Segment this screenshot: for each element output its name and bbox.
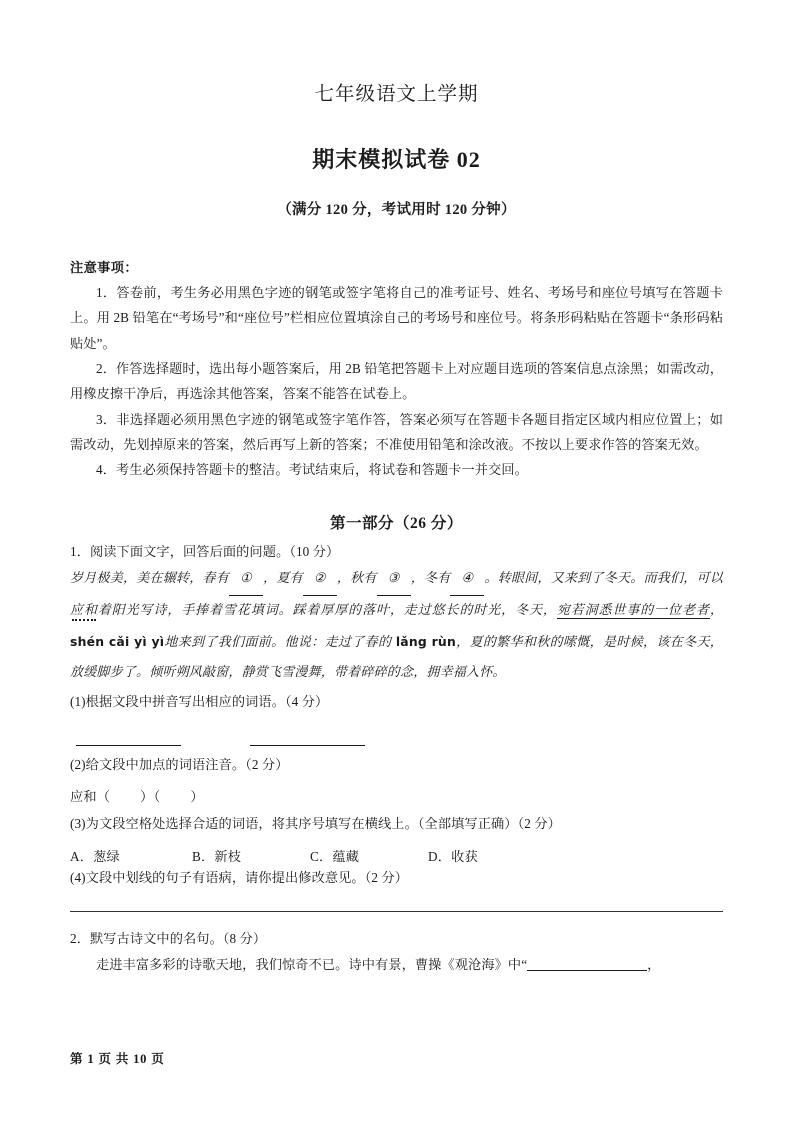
passage-segment-8: 地来到了我们面前。他说：走过了春的 <box>164 634 396 650</box>
notice-section <box>70 257 723 483</box>
section-header-part-one: 第一部分（26 分） <box>330 514 463 532</box>
question-1-sub-1: (1)根据文段中拼音写出相应的词语。（4 分） <box>70 693 329 709</box>
passage-segment-4: ，冬有 <box>410 571 451 587</box>
question-1-sub-4: (4)文段中划线的句子有语病，请你提出修改意见。（2 分） <box>70 870 409 886</box>
notice-item-3: 3．非选择题必须用黑色字迹的钢笔或签字笔作答，答案必须写在答题卡各题目指定区域内相应位置上；如需改动，先划掉原来的答案，然后再写上新的答案；不准使用铅笔和涂改液。不按以上要求作答的答案无效。 <box>70 411 723 453</box>
notice-heading: 注意事项： <box>70 260 138 275</box>
question-1-sub-2-answer-area[interactable] <box>70 784 723 810</box>
passage-segment-6: 着阳光写诗，手捧着雪花填词。踩着厚厚的落叶，走过悠长的时光，冬天， <box>97 603 557 619</box>
answer-suffix: ） <box>190 789 204 805</box>
question-1-options <box>70 846 723 865</box>
answer-prefix: 应和（ <box>70 789 111 805</box>
answer-rule-1[interactable] <box>76 745 181 746</box>
page-subtitle: 期末模拟试卷 02 <box>312 147 481 172</box>
question-2-body-suffix: ， <box>647 956 661 972</box>
passage-dotted-word: 应和 <box>70 603 98 619</box>
notice-item-1: 1．答卷前，考生务必用黑色字迹的钢笔或签字笔将自己的准考证号、姓名、考场号和座位号填写在答题卡上。用 2B 铅笔在“考场号”和“座位号”栏相应位置填涂自己的考场号和座位号。将条形码粘贴在答题卡“条形码粘贴处”。 <box>70 285 723 351</box>
question-2-fill-blank[interactable] <box>527 970 647 971</box>
answer-rule-2[interactable] <box>250 745 365 746</box>
exam-meta: （满分 120 分，考试用时 120 分钟） <box>277 202 516 218</box>
question-2-body <box>70 952 723 978</box>
notice-item-4: 4．考生必须保持答题卡的整洁。考试结束后，将试卷和答题卡一并交回。 <box>96 462 528 478</box>
question-1-sub-4-answer-rule[interactable] <box>70 911 723 912</box>
page-footer: 第 1 页 共 10 页 <box>70 1052 165 1066</box>
option-d[interactable]: D．收获 <box>428 849 478 865</box>
answer-mid: ）（ <box>140 789 161 805</box>
question-1-sub-3: (3)为文段空格处选择合适的词语，将其序号填写在横线上。（全部填写正确）（2 分） <box>70 815 561 831</box>
question-1-sub-2: (2)给文段中加点的词语注音。（2 分） <box>70 757 289 773</box>
option-b[interactable]: B．新枝 <box>192 849 242 865</box>
question-1-sub-1-answer-area[interactable] <box>70 728 723 746</box>
passage-segment-2: ，夏有 <box>263 571 303 587</box>
question-1-passage <box>70 564 723 688</box>
option-c[interactable]: C．蕴藏 <box>310 849 360 865</box>
question-2-stem: 2．默写古诗文中的名句。（8 分） <box>70 931 267 947</box>
passage-blank-4: ④ <box>450 564 484 596</box>
passage-segment-3: ，秋有 <box>336 571 377 587</box>
notice-item-2: 2．作答选择题时，选出每小题答案后，用 2B 铅笔把答题卡上对应题目选项的答案信息点涂黑；如需改动，用橡皮擦干净后，再选涂其他答案，答案不能答在试卷上。 <box>70 361 724 402</box>
passage-blank-2: ② <box>303 564 337 596</box>
question-2-body-prefix: 走进丰富多彩的诗歌天地，我们惊奇不已。诗中有景，曹操《观沧海》中“ <box>96 956 528 972</box>
passage-pinyin-2: lǎng rùn <box>395 633 456 649</box>
passage-blank-3: ③ <box>377 564 411 596</box>
passage-segment-5: 。转眼间，又来到了冬天。而我们，可以 <box>484 571 723 587</box>
passage-segment-9: ，夏的繁华和秋的嗦慨，是时候，该在冬天，放缓脚步了。倾听朔风敲窗，静赏飞雪漫舞，带着碎碎的念，拥幸福入怀。 <box>70 634 723 681</box>
passage-underlined-sentence: 宛若洞悉世事的一位老者 <box>556 603 710 619</box>
passage-segment-1: 岁月极美，美在辗转，春有 <box>70 571 230 587</box>
passage-blank-1: ① <box>229 564 263 596</box>
question-1-stem: 1．阅读下面文字，回答后面的问题。（10 分） <box>70 543 340 559</box>
passage-segment-7: ， <box>709 603 724 619</box>
option-a[interactable]: A．葱绿 <box>70 849 120 865</box>
passage-pinyin-1: shén cǎi yì yì <box>70 633 165 649</box>
page-title: 七年级语文上学期 <box>314 84 479 105</box>
